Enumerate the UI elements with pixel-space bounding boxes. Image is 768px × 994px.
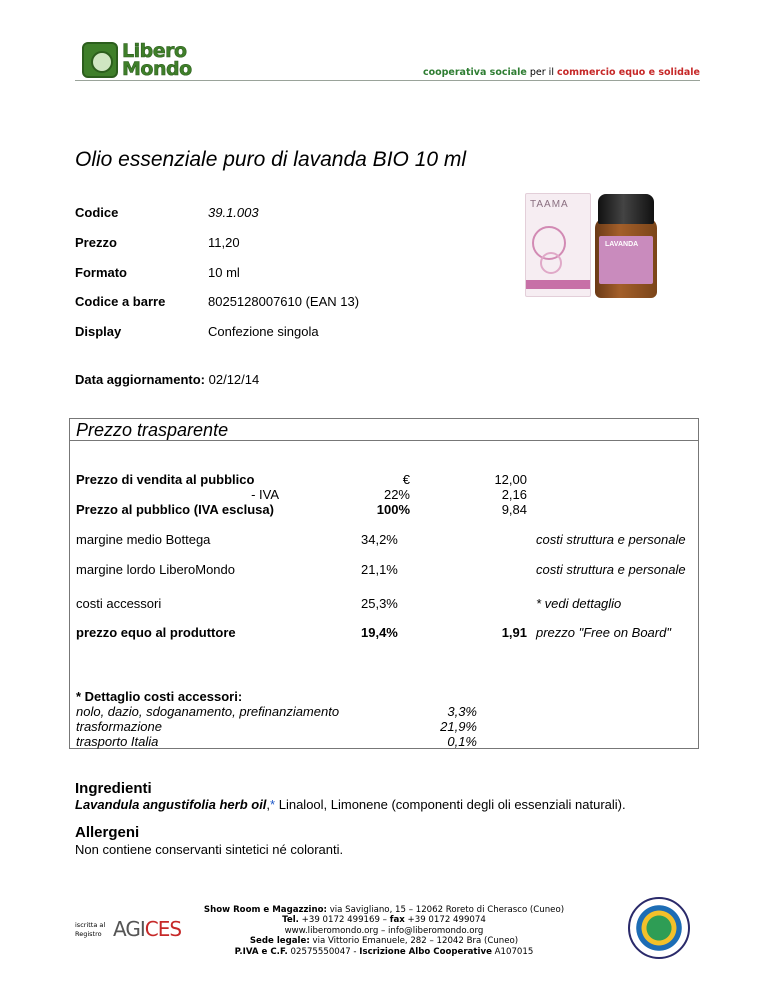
transparent-price-title: Prezzo trasparente [70,419,698,441]
product-image [525,190,665,300]
detail-pct: 0,1% [447,734,477,749]
ingredients-text: Lavandula angustifolia herb oil,* Linalool, Limonene (componenti degli oli essenziali naturali). [75,797,626,812]
row-note: * vedi dettaglio [536,596,622,611]
row-pct: 34,2% [361,532,398,547]
row-value: 1,91 [501,625,527,640]
ingredients-heading: Ingredienti [75,780,152,797]
header-divider [75,80,700,81]
transparent-price-box [69,418,699,749]
retail-value: 12,00 [494,472,527,487]
detail-pct: 21,9% [440,719,477,734]
row-note: costi struttura e personale [536,532,686,547]
net-value: 9,84 [501,502,527,517]
vat-label: - IVA [251,487,279,502]
globe-logo-icon [82,42,118,78]
row-note: costi struttura e personale [536,562,686,577]
allergens-text: Non contiene conservanti sintetici né coloranti. [75,842,344,857]
detail-pct: 3,3% [447,704,477,719]
detail-title: * Dettaglio costi accessori: [76,689,243,704]
row-label: margine lordo LiberoMondo [76,562,235,577]
bottle-cap [598,194,654,224]
product-box: TAAMA [525,193,591,297]
row-pct: 19,4% [361,625,398,640]
logo-word-libero: Libero [122,40,187,62]
allergens-heading: Allergeni [75,824,140,841]
detail-label: trasporto Italia [76,734,159,749]
product-bottle: LAVANDA [595,218,657,298]
retail-price-label: Prezzo di vendita al pubblico [76,472,255,487]
row-label: prezzo equo al produttore [76,625,236,640]
product-title: Olio essenziale puro di lavanda BIO 10 ml [75,148,467,171]
row-label: margine medio Bottega [76,532,211,547]
liberomondo-logo [82,40,212,80]
update-date: Data aggiornamento: 02/12/14 [75,372,260,387]
currency-symbol: € [402,472,410,487]
footer-address: Show Room e Magazzino: via Savigliano, 15 – 12062 Roreto di Cherasco (Cuneo) Tel. +39 0172 499169 – fax +39 0172 499074 www.liberomondo.org – info@liberomondo.org Sede legale: via Vittorio Emanuele, 282 – 12042 Bra (Cuneo) P.IVA e C.F. 02575550047 - Iscrizione Albo Cooperative A107015 [203,905,565,957]
net-pct: 100% [376,502,410,517]
vat-value: 2,16 [501,487,527,502]
row-pct: 25,3% [361,596,398,611]
net-price-label: Prezzo al pubblico (IVA esclusa) [76,502,274,517]
row-label: costi accessori [76,596,162,611]
wfto-logo-icon [628,897,690,959]
detail-label: trasformazione [76,719,162,734]
row-pct: 21,1% [361,562,398,577]
logo-word-mondo: Mondo [122,58,192,80]
vat-pct: 22% [383,487,410,502]
row-note: prezzo "Free on Board" [536,625,671,640]
detail-label: nolo, dazio, sdoganamento, prefinanziamento [76,704,340,719]
tagline: cooperativa sociale per il commercio equo e solidale [422,67,700,78]
